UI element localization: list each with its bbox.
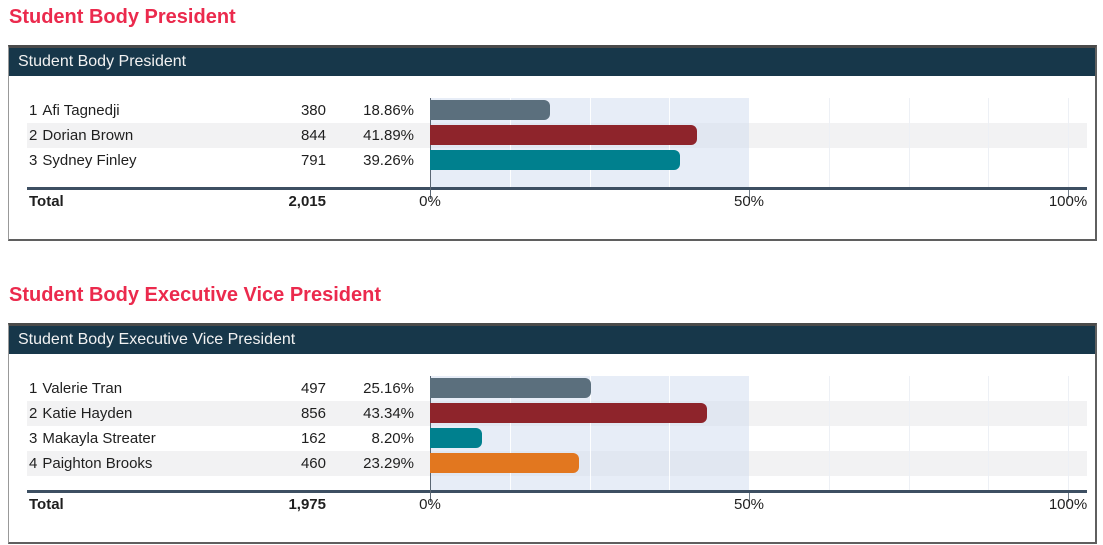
candidate-rank: 3 [29,152,38,169]
candidate-votes: 460 [300,455,326,472]
results-panel [8,45,1097,241]
chart-gridline [909,98,910,187]
candidate-percent: 43.34% [363,405,414,422]
axis-labels [414,190,1087,214]
result-bar [430,428,482,448]
panel-body [9,76,1095,239]
candidate-name: Dorian Brown [42,127,134,144]
total-votes: 2,015 [288,193,326,210]
total-votes: 1,975 [288,496,326,513]
total-label: Total [29,496,64,513]
chart-gridline [1068,376,1069,490]
axis-tick-label: 100% [1048,496,1088,513]
candidate-percent: 39.26% [363,152,414,169]
candidate-percent: 8.20% [371,430,414,447]
candidate-rows [27,98,1087,190]
bar-chart [430,98,1068,187]
chart-gridline [829,98,830,187]
bar-chart [430,376,1068,490]
axis-tick-label: 0% [419,193,441,210]
candidate-name: Paighton Brooks [42,455,153,472]
candidate-name: Makayla Streater [42,430,156,447]
panel-title-bar [9,326,1095,354]
chart-gridline [829,376,830,490]
chart-gridline [909,376,910,490]
candidate-percent: 41.89% [363,127,414,144]
axis-scale [419,190,1088,214]
total-label: Total [29,193,64,210]
footer-space [27,214,1087,239]
result-bar [430,150,680,170]
candidate-name: Afi Tagnedji [42,102,120,119]
result-bar [430,125,697,145]
candidate-rows [27,376,1087,493]
results-page [0,5,1103,544]
candidate-rank: 3 [29,430,38,447]
panel-body [9,354,1095,542]
total-pct-spacer [326,190,414,214]
result-bar [430,378,591,398]
contest-heading: Student Body President [9,6,236,28]
total-row [27,190,1087,214]
candidate-votes: 497 [300,380,326,397]
total-row [27,493,1087,517]
candidate-name: Valerie Tran [42,380,123,397]
contest-section [8,283,1097,544]
axis-scale [419,493,1088,517]
contest-heading: Student Body Executive Vice President [9,284,381,306]
chart-gridline [1068,98,1069,187]
axis-tick-label: 100% [1048,193,1088,210]
panel-title-bar [9,48,1095,76]
candidate-rank: 1 [29,102,38,119]
axis-tick-label: 50% [733,193,765,210]
axis-labels [414,493,1087,517]
candidate-rank: 4 [29,455,38,472]
candidate-votes: 844 [300,127,326,144]
candidate-votes: 791 [300,152,326,169]
footer-space [27,517,1087,542]
axis-tick-label: 50% [733,496,765,513]
result-bar [430,403,707,423]
results-panel [8,323,1097,544]
candidate-votes: 162 [300,430,326,447]
panel-title: Student Body Executive Vice President [18,331,296,348]
total-pct-spacer [326,493,414,517]
panel-title: Student Body President [18,53,187,70]
candidate-percent: 23.29% [363,455,414,472]
chart-gridline [669,376,670,490]
candidate-votes: 380 [300,102,326,119]
candidate-name: Katie Hayden [42,405,133,422]
candidate-rank: 2 [29,405,38,422]
candidate-rank: 2 [29,127,38,144]
candidate-votes: 856 [300,405,326,422]
result-bar [430,100,550,120]
candidate-name: Sydney Finley [42,152,137,169]
candidate-percent: 25.16% [363,380,414,397]
candidate-rank: 1 [29,380,38,397]
result-bar [430,453,579,473]
candidate-percent: 18.86% [363,102,414,119]
chart-gridline [988,376,989,490]
contest-section [8,5,1097,241]
chart-gridline [988,98,989,187]
axis-tick-label: 0% [419,496,441,513]
